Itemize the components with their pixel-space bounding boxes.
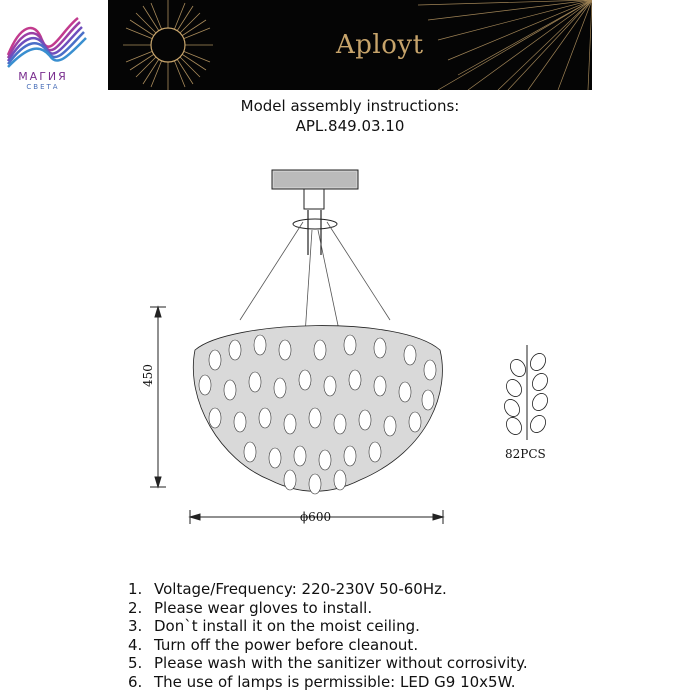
leaf-strand-detail — [492, 340, 562, 460]
logo-subword: СВЕТА — [26, 83, 60, 91]
brand-name: Aployt — [336, 30, 424, 60]
height-dimension-line — [150, 307, 166, 487]
pieces-count-label: 82PCS — [505, 447, 546, 461]
instruction-item: 4. Turn off the power before cleanout. — [128, 635, 419, 654]
height-dimension-label: 450 — [141, 364, 155, 387]
instruction-item: 2. Please wear gloves to install. — [128, 598, 373, 617]
suspension-wires — [240, 222, 390, 335]
instruction-item: 3. Don`t install it on the moist ceiling. — [128, 617, 420, 635]
logo-wordmark: МАГИЯ — [18, 70, 68, 83]
mount-bracket — [304, 189, 324, 209]
model-number: APL.849.03.10 — [295, 117, 405, 135]
width-dimension-label: ϕ600 — [300, 510, 332, 524]
instructions-list — [128, 580, 528, 691]
instruction-item: 5. Please wash with the sanitizer without corrosivity. — [128, 654, 528, 672]
document-title — [0, 96, 700, 136]
title-line-1: Model assembly instructions: — [240, 97, 460, 115]
instruction-item: 6. The use of lamps is permissible: LED G9 10x5W. — [128, 672, 516, 691]
brand-banner — [108, 0, 592, 90]
instruction-item: 1. Voltage/Frequency: 220-230V 50-60Hz. — [128, 580, 447, 598]
